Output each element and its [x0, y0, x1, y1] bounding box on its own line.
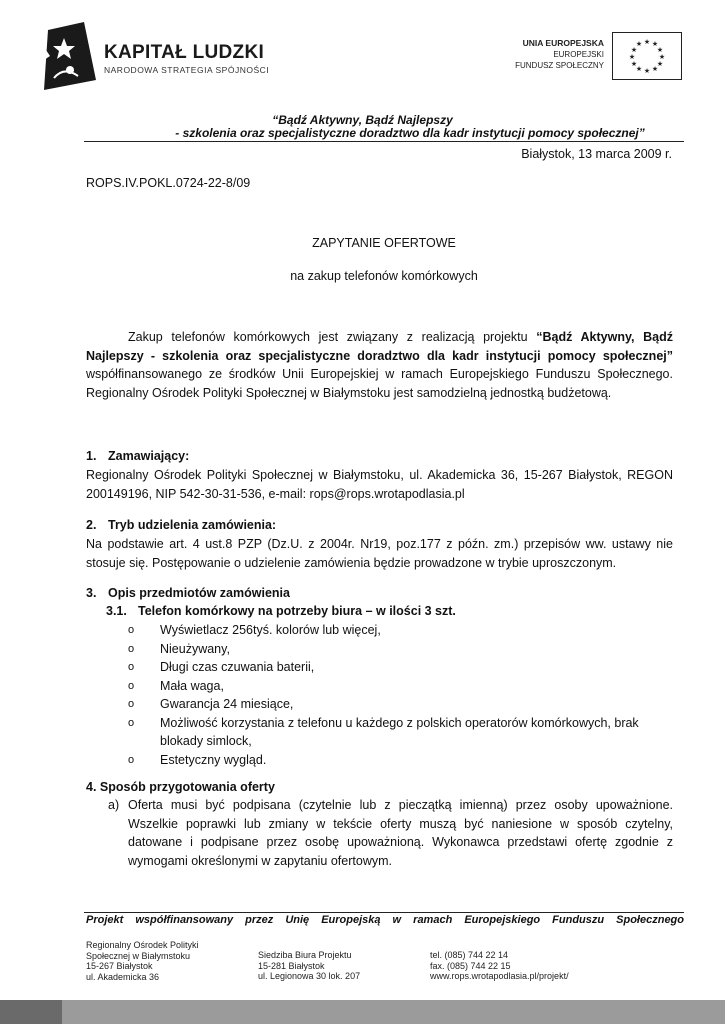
section-2-number: 2. — [86, 518, 97, 532]
kapital-ludzki-emblem-icon — [40, 20, 100, 94]
eu-line-3: FUNDUSZ SPOŁECZNY — [515, 61, 604, 70]
item-a-text: Oferta musi być podpisana (czytelnie lub z pieczątką imienną) przez osoby upoważnione. Wszelkie poprawki lub zmiany w tekście oferty muszą być naniesione w sposób czytelny, datowane i podpisane przez osobę upoważnioną. Wykonawca przedstawi ofertę zgodnie z wymogami określonymi w zapytaniu ofertowym. — [128, 798, 673, 868]
section-4-item-a — [108, 796, 673, 870]
list-item: o Estetyczny wygląd. — [128, 751, 673, 770]
bullet-icon: o — [128, 661, 135, 673]
intro-text-1: Zakup telefonów komórkowych jest związany z realizacją projektu — [128, 330, 537, 344]
svg-text:★: ★ — [656, 60, 664, 68]
bullet-icon: o — [128, 698, 135, 710]
footer-website-link[interactable]: www.rops.wrotapodlasia.pl/projekt/ — [430, 971, 569, 981]
section-1-title: Zamawiający: — [108, 449, 190, 463]
footer-bar-accent — [0, 1000, 62, 1024]
list-item: o Gwarancja 24 miesiące, — [128, 695, 673, 714]
footer-contact — [430, 950, 569, 982]
intro-paragraph — [86, 328, 673, 402]
svg-text:★: ★ — [635, 40, 643, 48]
eu-line-1: UNIA EUROPEJSKA — [522, 38, 604, 48]
intro-project-name: “Bądź Aktywny, Bądź Najlepszy - szkolenia oraz specjalistyczne doradztwo dla kadr instytucji pomocy społecznej” — [86, 330, 673, 363]
footer-bar — [0, 1000, 725, 1024]
city-date: Białystok, 13 marca 2009 r. — [521, 147, 672, 161]
bullet-icon: o — [128, 753, 135, 766]
document-subtitle: na zakup telefonów komórkowych — [290, 269, 478, 283]
intro-text-2: współfinansowanego ze środków Unii Europejskiej w ramach Europejskiego Funduszu Społecznego. Regionalny Ośrodek Polityki Społecznej w Białymstoku jest samodzielną jednostką budżetową. — [86, 367, 673, 400]
footer-phone: tel. (085) 744 22 14 — [430, 950, 509, 960]
list-item: o Nieużywany, — [128, 640, 673, 659]
svg-text:★: ★ — [630, 60, 638, 68]
section-3-title: Opis przedmiotów zamówienia — [108, 586, 290, 600]
eu-logo — [510, 32, 682, 80]
list-item: o Mała waga, — [128, 677, 673, 696]
section-3-1-title: Telefon komórkowy na potrzeby biura – w ilości 3 szt. — [138, 604, 456, 618]
header-divider — [84, 141, 684, 142]
footer-fax: fax. (085) 744 22 15 — [430, 960, 511, 971]
section-1-number: 1. — [86, 449, 97, 463]
section-1-heading — [86, 447, 189, 466]
reference-number: ROPS.IV.POKL.0724-22-8/09 — [86, 176, 251, 190]
svg-text:★: ★ — [651, 40, 659, 48]
section-2-title: Tryb udzielenia zamówienia: — [108, 518, 277, 532]
document-title: ZAPYTANIE OFERTOWE — [312, 236, 456, 250]
section-3-1-number: 3.1. — [106, 604, 127, 618]
project-title: “Bądź Aktywny, Bądź Najlepszy — [272, 113, 453, 127]
item-a-marker: a) — [108, 798, 120, 812]
section-2-text: Na podstawie art. 4 ust.8 PZP (Dz.U. z 2004r. Nr19, poz.177 z późn. zm.) przepisów ww. ustawy nie stosuje się. Postępowanie o udzielenie zamówienia będzie prowadzone w trybie uproszczonym. — [86, 537, 673, 570]
list-item: o Możliwość korzystania z telefonu u każdego z polskich operatorów komórkowych, brak blokady simlock, — [128, 715, 639, 748]
requirements-list — [128, 621, 673, 769]
eu-line-2: EUROPEJSKI — [553, 50, 604, 59]
section-3-1-heading — [106, 602, 456, 621]
section-4-heading: 4. Sposób przygotowania oferty — [86, 780, 275, 794]
bullet-icon: o — [128, 679, 135, 692]
section-2-heading — [86, 516, 276, 535]
svg-text:★: ★ — [643, 38, 651, 46]
logo-subtitle: NARODOWA STRATEGIA SPÓJNOŚCI — [104, 65, 270, 75]
section-3-number: 3. — [86, 586, 97, 600]
project-subtitle: - szkolenia oraz specjalistyczne doradztwo dla kadr instytucji pomocy społecznej” — [175, 126, 645, 140]
bullet-icon: o — [128, 642, 135, 655]
svg-text:★: ★ — [635, 65, 643, 73]
svg-text:★: ★ — [630, 46, 638, 54]
bullet-icon: o — [128, 716, 135, 729]
list-item: o Długi czas czuwania baterii, — [128, 658, 673, 677]
svg-text:★: ★ — [658, 53, 666, 61]
svg-text:★: ★ — [643, 67, 651, 75]
footer-cofinancing-note: Projekt współfinansowany przez Unię Europejską w ramach Europejskiego Funduszu Społecznego — [86, 914, 684, 926]
bullet-icon: o — [128, 624, 135, 636]
svg-text:★: ★ — [651, 65, 659, 73]
svg-text:★: ★ — [628, 53, 636, 61]
footer-address-rops: Regionalny Ośrodek Polityki Społecznej w Białymstoku 15-267 Białystok ul. Akademicka 36 — [86, 940, 199, 982]
section-3-heading — [86, 584, 290, 603]
footer-address-project-office: Siedziba Biura Projektu 15-281 Białystok ul. Legionowa 30 lok. 207 — [258, 950, 361, 981]
footer-divider — [84, 912, 684, 913]
section-1-text: Regionalny Ośrodek Polityki Społecznej w Białymstoku, ul. Akademicka 36, 15-267 Białystok, REGON 200149196, NIP 542-30-31-536, e-mail: rops@rops.wrotapodlasia.pl — [86, 468, 673, 501]
list-item: o Wyświetlacz 256tyś. kolorów lub więcej, — [128, 621, 673, 640]
eu-flag-icon — [612, 32, 682, 80]
svg-text:★: ★ — [656, 46, 664, 54]
logo-title: KAPITAŁ LUDZKI — [104, 42, 265, 63]
